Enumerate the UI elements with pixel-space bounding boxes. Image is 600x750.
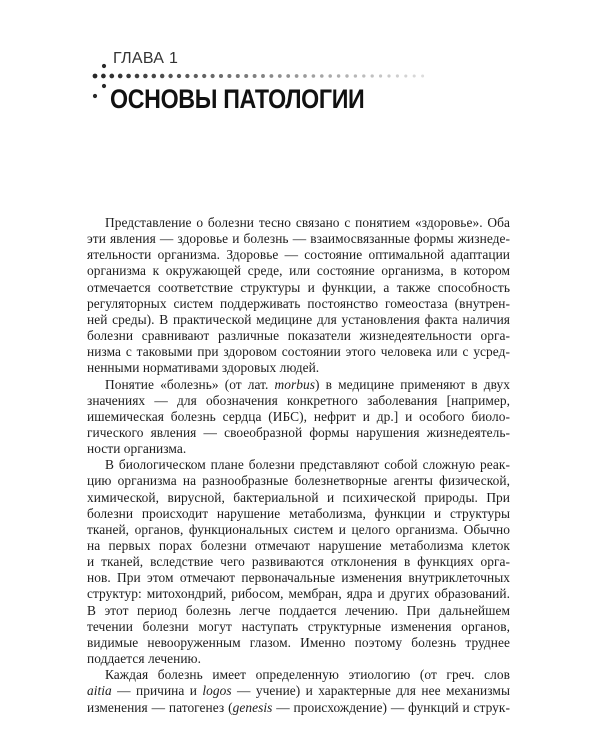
chapter-title: ОСНОВЫ ПАТОЛОГИИ <box>110 84 365 114</box>
text-line <box>105 377 510 393</box>
text-line <box>87 393 510 409</box>
text-line <box>87 425 510 441</box>
text-run: ) в медицине применяют в двух <box>315 376 510 392</box>
text-run: течении болезни могут наступать структурные изменения органов, <box>87 618 510 634</box>
text-run: и тканей, вследствие чего развиваются отклонения в функциях орга- <box>87 554 510 570</box>
text-run: ности организма. <box>87 441 187 457</box>
text-run: ней среды). В практической медицине для установления факта наличия <box>87 311 510 327</box>
text-line <box>87 619 510 635</box>
text-line <box>87 554 510 570</box>
text-run: видимые невооруженным глазом. Именно поэтому болезнь труднее <box>87 634 510 650</box>
text-line <box>87 231 510 247</box>
text-run: В биологическом плане болезни представляют собой сложную реак- <box>105 457 510 473</box>
text-line <box>87 247 510 263</box>
text-line <box>87 603 510 619</box>
text-run: значениях — для обозначения конкретного заболевания [например, <box>87 392 510 408</box>
text-run: болезни происходит нарушение метаболизма, функции и структуры <box>87 505 510 521</box>
text-line <box>87 635 510 651</box>
text-run: — происхождение) — функций и струк- <box>272 699 510 715</box>
text-line <box>87 570 510 586</box>
text-line <box>87 651 510 667</box>
text-run: — учение) и характерные для нее механизмы <box>231 683 510 699</box>
text-run: Понятие «болезнь» (от лат. <box>105 376 275 392</box>
text-run: низма с таковыми при здоровом состоянии этого человека или с усред- <box>87 344 510 360</box>
text-line <box>87 296 510 312</box>
text-run: ненными нормативами здоровых людей. <box>87 360 320 376</box>
text-line <box>87 263 510 279</box>
italic-term: logos <box>202 683 232 699</box>
italic-term: aitia <box>87 683 112 699</box>
text-line <box>87 538 510 554</box>
text-line <box>87 700 510 716</box>
italic-term: morbus <box>274 376 316 392</box>
text-line <box>105 667 510 683</box>
text-run: тканей, органов, функциональных систем и целого организма. Обычно <box>87 521 510 537</box>
text-run: — причина и <box>111 683 203 699</box>
text-run: на первых порах болезни отмечают нарушение метаболизма клеток <box>87 538 510 553</box>
text-line <box>87 280 510 296</box>
text-line <box>87 409 510 425</box>
text-line <box>87 522 510 538</box>
text-line <box>87 683 510 699</box>
text-line <box>105 457 510 473</box>
text-run: структур: митохондрий, рибосом, мембран, ядра и других образований. <box>87 586 510 602</box>
text-line <box>87 360 510 376</box>
text-run: поддается лечению. <box>87 651 202 667</box>
text-line <box>105 215 510 231</box>
text-run: ятельности организма. Здоровье — состояние оптимальной адаптации <box>87 247 510 263</box>
text-line <box>87 328 510 344</box>
italic-term: genesis <box>232 699 273 715</box>
chapter-label: ГЛАВА 1 <box>113 50 179 67</box>
text-line <box>87 586 510 602</box>
text-line <box>87 473 510 489</box>
text-run: нов. При этом отмечают первоначальные изменения внутриклеточных <box>87 570 510 586</box>
text-run: изменения — патогенез ( <box>87 699 233 715</box>
text-run: отмечается соответствие структуры и функции, а также способность <box>87 279 510 295</box>
text-run: болезни сравнивают различные показатели жизнедеятельности орга- <box>87 328 510 344</box>
text-run: В этот период болезнь легче поддается лечению. При дальнейшем <box>87 602 510 618</box>
text-run: регуляторных систем поддерживать постоянство гомеостаза (внутрен- <box>87 295 510 311</box>
text-line <box>87 441 510 457</box>
text-run: химической, вирусной, бактериальной и психической природы. При <box>87 489 510 505</box>
text-line <box>87 312 510 328</box>
text-run: эти явления — здоровье и болезнь — взаимосвязанные формы жизнеде- <box>87 231 510 247</box>
text-run: цию организма на разнообразные болезнетворные агенты физической, <box>87 473 510 489</box>
text-run: Представление о болезни тесно связано с понятием «здоровье». Оба <box>105 215 510 230</box>
text-run: Каждая болезнь имеет определенную этиологию (от греч. слов <box>105 667 510 683</box>
text-run: ишемическая болезнь сердца (ИБС), нефрит и др.] и особого биоло- <box>87 408 510 424</box>
text-run: организма к окружающей среде, или состояние организма, в котором <box>87 263 510 279</box>
text-line <box>87 344 510 360</box>
text-run: гического явления — своеобразной формы нарушения жизнедеятель- <box>87 424 510 440</box>
text-line <box>87 506 510 522</box>
text-line <box>87 490 510 506</box>
